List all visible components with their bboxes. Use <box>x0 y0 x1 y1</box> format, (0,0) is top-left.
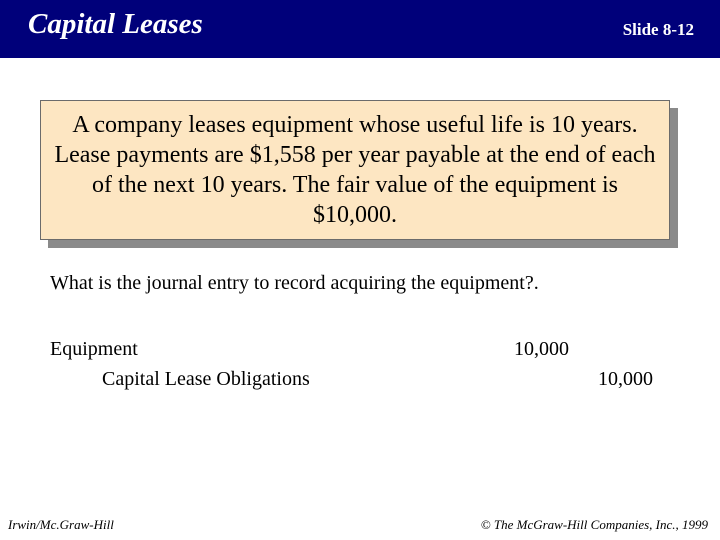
header-bar <box>0 0 720 58</box>
problem-box <box>40 100 670 240</box>
footer-publisher: Irwin/Mc.Graw-Hill <box>8 517 114 532</box>
footer-copyright: © The McGraw-Hill Companies, Inc., 1999 <box>480 517 708 532</box>
problem-text: A company leases equipment whose useful life is 10 years. Lease payments are $1,558 per year payable at the end of each of the next 10 years. The fair value of the equipment is $10,000. <box>54 112 656 228</box>
question-text: What is the journal entry to record acquiring the equipment?. <box>50 272 539 294</box>
credit-amount: 10,000 <box>598 368 653 390</box>
credit-account: Capital Lease Obligations <box>102 368 310 390</box>
debit-amount: 10,000 <box>514 338 569 360</box>
slide-number: Slide 8-12 <box>622 20 694 39</box>
debit-account: Equipment <box>50 338 138 360</box>
slide-title: Capital Leases <box>28 8 203 40</box>
